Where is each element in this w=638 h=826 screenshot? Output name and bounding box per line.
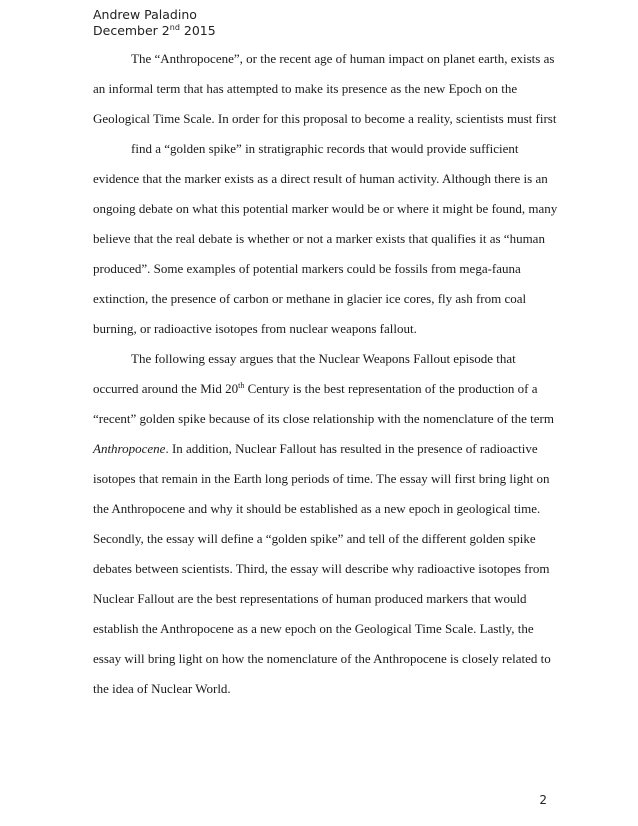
body-line: isotopes that remain in the Earth long periods of time. The essay will first bring light on xyxy=(93,471,550,486)
body-line: evidence that the marker exists as a direct result of human activity. Although there is an xyxy=(93,171,548,186)
body-line: Geological Time Scale. In order for this proposal to become a reality, scientists must first xyxy=(93,111,557,126)
date-suffix: 2015 xyxy=(179,23,216,38)
page-number: 2 xyxy=(539,793,547,807)
body-line: find a “golden spike” in stratigraphic records that would provide sufficient xyxy=(131,141,519,156)
body-line: produced”. Some examples of potential markers could be fossils from mega-fauna xyxy=(93,261,521,276)
line-text: . In addition, Nuclear Fallout has resulted in the presence of radioactive xyxy=(165,441,538,456)
body-line: believe that the real debate is whether or not a marker exists that qualifies it as “human xyxy=(93,231,545,246)
header-date xyxy=(93,23,216,39)
body-line: Nuclear Fallout are the best representations of human produced markers that would xyxy=(93,591,527,606)
body-line: the idea of Nuclear World. xyxy=(93,681,231,696)
body-line: the Anthropocene and why it should be established as a new epoch in geological time. xyxy=(93,501,541,516)
body-line: essay will bring light on how the nomenclature of the Anthropocene is closely related to xyxy=(93,651,551,666)
body-line xyxy=(93,381,538,397)
body-line: establish the Anthropocene as a new epoch on the Geological Time Scale. Lastly, the xyxy=(93,621,534,636)
date-superscript: nd xyxy=(169,23,180,32)
body-line: The following essay argues that the Nuclear Weapons Fallout episode that xyxy=(131,351,516,366)
body-line: The “Anthropocene”, or the recent age of human impact on planet earth, exists as xyxy=(131,51,555,66)
author-name: Andrew Paladino xyxy=(93,7,197,22)
italic-term: Anthropocene xyxy=(93,441,166,456)
line-text: occurred around the Mid 20 xyxy=(93,381,239,396)
body-line: ongoing debate on what this potential marker would be or where it might be found, many xyxy=(93,201,558,216)
page-header xyxy=(93,7,216,39)
body-line: an informal term that has attempted to make its presence as the new Epoch on the xyxy=(93,81,518,96)
century-superscript: th xyxy=(238,381,245,390)
body-line: “recent” golden spike because of its close relationship with the nomenclature of the term xyxy=(93,411,554,426)
body-line: extinction, the presence of carbon or methane in glacier ice cores, fly ash from coal xyxy=(93,291,527,306)
body-line: Secondly, the essay will define a “golden spike” and tell of the different golden spike xyxy=(93,531,536,546)
line-text: Century is the best representation of the production of a xyxy=(244,381,538,396)
date-prefix: December 2 xyxy=(93,23,170,38)
body-line: debates between scientists. Third, the essay will describe why radioactive isotopes from xyxy=(93,561,550,576)
body-line: burning, or radioactive isotopes from nuclear weapons fallout. xyxy=(93,321,417,336)
body-line xyxy=(93,441,538,457)
